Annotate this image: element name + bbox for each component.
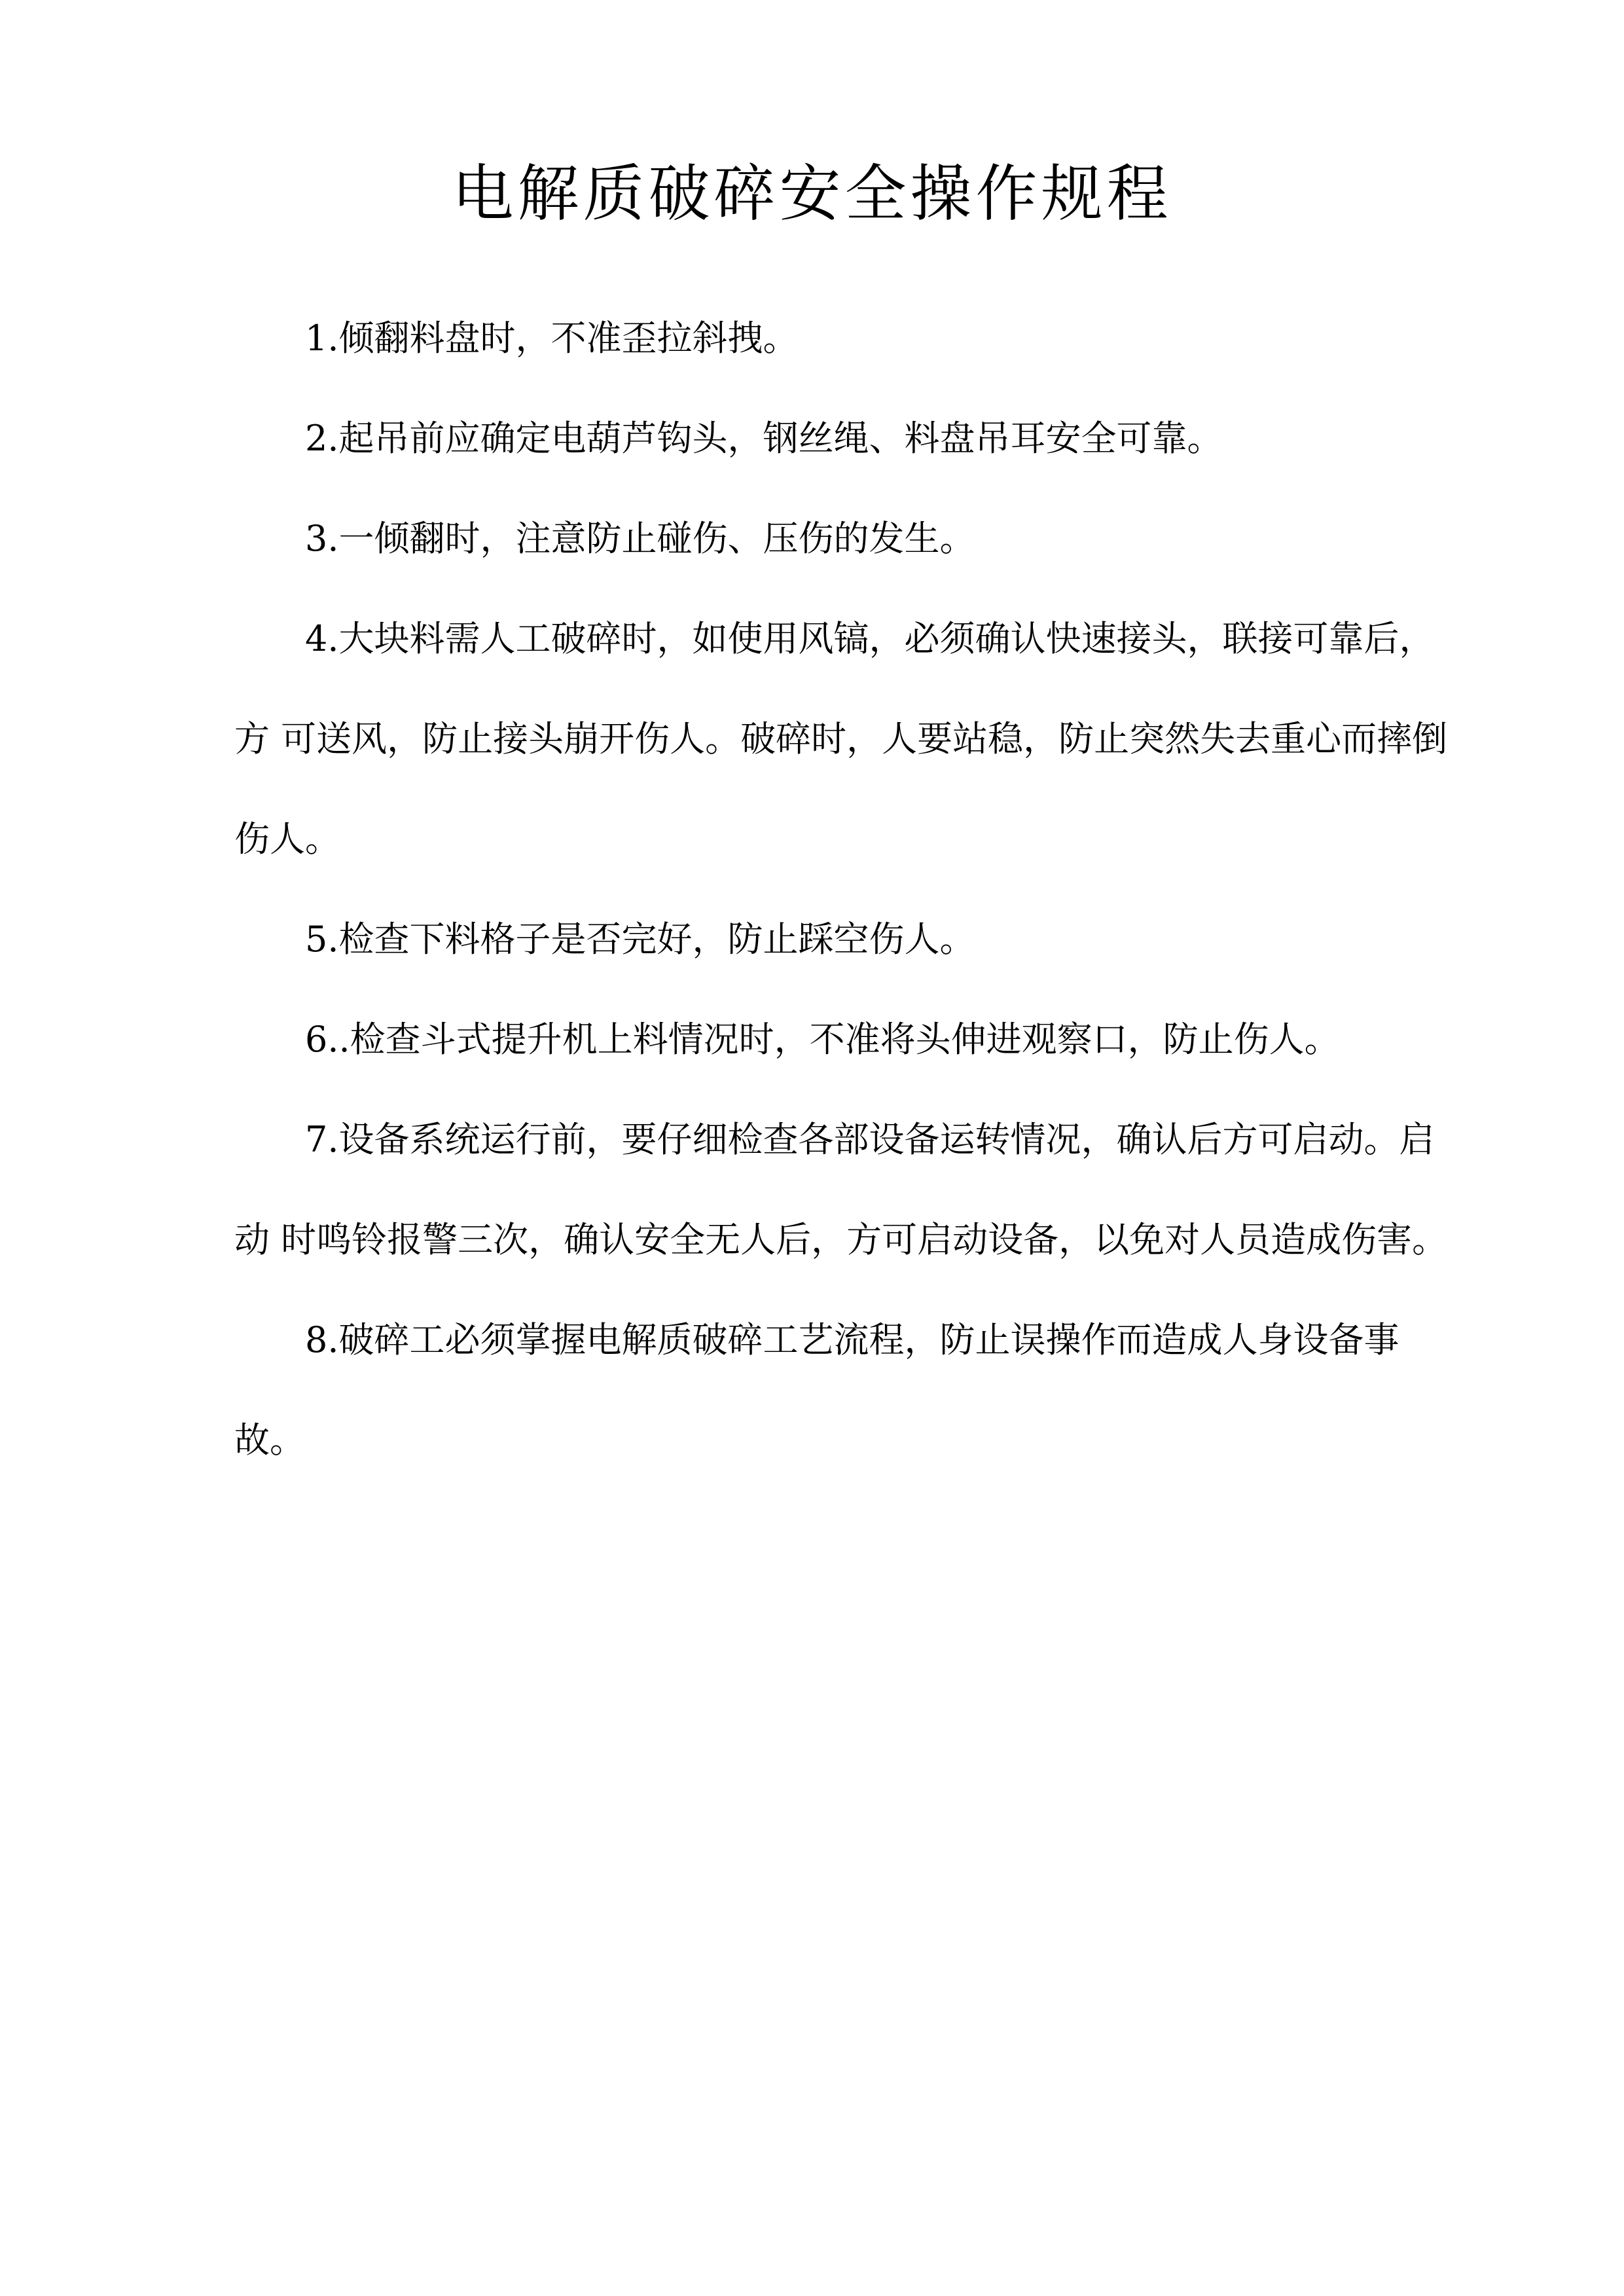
rule-item-8: 8.破碎工必须掌握电解质破碎工艺流程，防止误操作而造成人身设备事故。 — [234, 1319, 1399, 1461]
rule-item-3: 3.一倾翻时，注意防止碰伤、压伤的发生。 — [305, 518, 975, 559]
rule-item-7: 7.设备系统运行前，要仔细检查各部设备运转情况，确认后方可启动。启动 时鸣铃报警三次，确认安全无人后，方可启动设备，以免对人员造成伤害。 — [234, 1119, 1448, 1260]
rule-item-6: 6..检查斗式提升机上料情况时，不准将头伸进观察口，防止伤人。 — [305, 1019, 1340, 1060]
rule-item-5: 5.检查下料格子是否完好，防止踩空伤人。 — [305, 919, 975, 960]
rule-item-4: 4.大块料需人工破碎时，如使用风镐，必须确认快速接头，联接可靠后，方 可送风，防止接头崩开伤人。破碎时，人要站稳，防止突然失去重心而摔倒伤人。 — [234, 618, 1448, 860]
document-title: 电解质破碎安全操作规程 — [452, 158, 1172, 230]
rule-item-2: 2.起吊前应确定电葫芦钩头，钢丝绳、料盘吊耳安全可靠。 — [305, 418, 1223, 459]
rule-item-1: 1.倾翻料盘时，不准歪拉斜拽。 — [305, 318, 799, 359]
document-body — [234, 288, 1465, 1490]
